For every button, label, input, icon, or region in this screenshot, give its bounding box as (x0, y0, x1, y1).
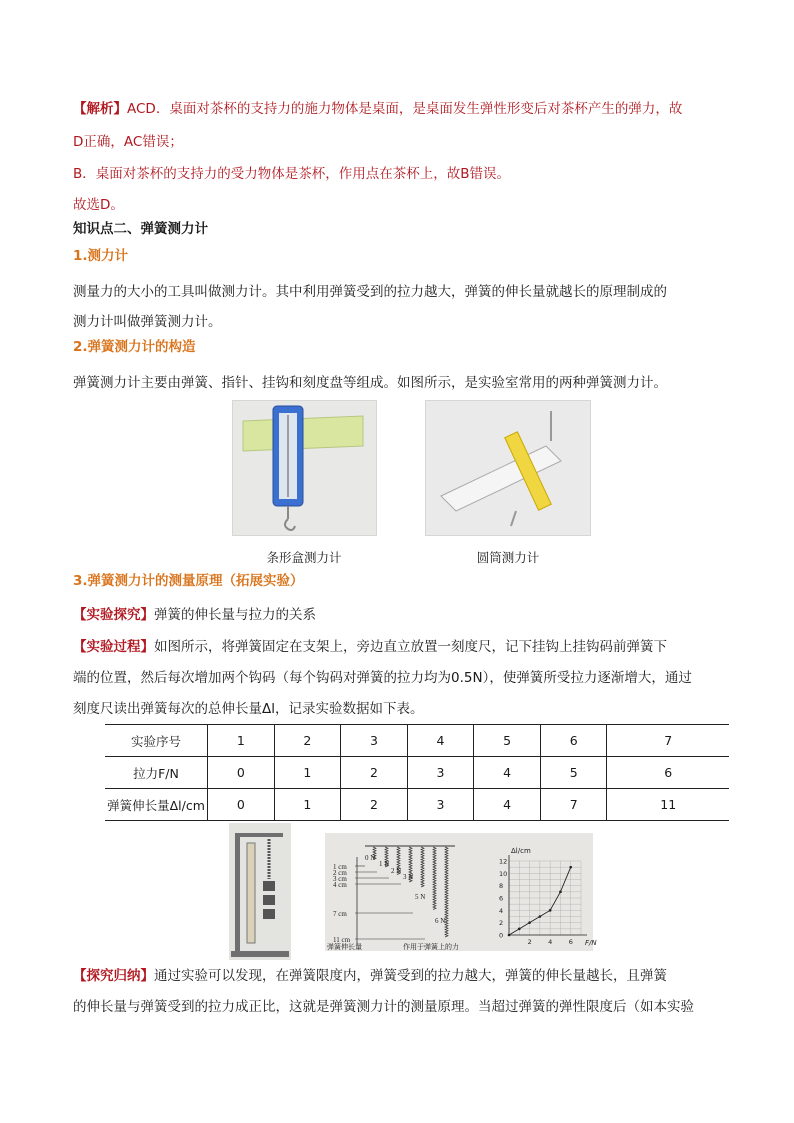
process-line-3: 刻度尺读出弹簧每次的总伸长量Δl，记录实验数据如下表。 (73, 701, 424, 717)
sub2-title: 2.弹簧测力计的构造 (73, 339, 196, 355)
conclusion-line-1 (73, 965, 723, 987)
table-cell: 6 (540, 725, 607, 757)
graph-x-tick: 6 (568, 938, 573, 946)
graph-y-tick: 4 (499, 906, 504, 915)
apparatus-photo (229, 823, 291, 960)
extension-label: 7 cm (333, 910, 347, 918)
table-row (105, 789, 729, 821)
table-row-header: 实验序号 (105, 725, 208, 757)
table-row (105, 725, 729, 757)
table-cell: 1 (274, 789, 341, 821)
table-cell: 4 (474, 789, 541, 821)
analysis-tag: 【解析】 (73, 101, 127, 117)
graph-point (569, 866, 572, 869)
graph-point (549, 909, 552, 912)
process-line-1 (73, 636, 723, 658)
extension-label: 1 cm (333, 863, 347, 871)
graph-point (539, 915, 542, 918)
force-label: 5 N (415, 893, 426, 901)
force-label: 3 N (403, 873, 414, 881)
graph-x-label: F/N (585, 939, 597, 947)
data-table (105, 724, 729, 821)
caption-left: 条形盒测力计 (266, 550, 342, 565)
analysis-paragraph (73, 98, 723, 120)
extension-label: 11 cm (333, 936, 351, 944)
explore-text: 弹簧的伸长量与拉力的关系 (154, 607, 316, 623)
table-cell: 7 (607, 725, 729, 757)
conclusion-line-2: 的伸长量与弹簧受到的拉力成正比，这就是弹簧测力计的测量原理。当超过弹簧的弹性限度后（如本实验 (73, 999, 694, 1015)
tube-spring-scale-photo (425, 400, 591, 536)
section-title: 知识点二、弹簧测力计 (73, 221, 208, 237)
extension-label: 2 cm (333, 869, 347, 877)
extension-label: 3 cm (333, 875, 347, 883)
table-cell: 6 (607, 757, 729, 789)
table-cell: 2 (341, 757, 408, 789)
spring-coil (433, 847, 436, 910)
analysis-line-4: 故选D。 (73, 197, 124, 213)
analysis-line-2: D正确，AC错误； (73, 134, 183, 150)
table-cell: 0 (208, 789, 275, 821)
table-cell: 5 (474, 725, 541, 757)
explore-line (73, 604, 723, 626)
process-text-1: 如图所示，将弹簧固定在支架上，旁边直立放置一刻度尺，记下挂钩上挂钩码前弹簧下 (154, 639, 667, 655)
sub1-line-2: 测力计叫做弹簧测力计。 (73, 314, 222, 330)
force-label: 1 N (379, 860, 390, 868)
spring-coil (421, 847, 424, 887)
conclusion-text-1: 通过实验可以发现，在弹簧限度内，弹簧受到的拉力越大，弹簧的伸长量越长，且弹簧 (154, 968, 667, 984)
force-label: 6 N (435, 917, 446, 925)
graph-y-tick: 2 (499, 919, 504, 928)
caption-force: 作用于弹簧上的力 (403, 943, 459, 951)
sub2-line-1: 弹簧测力计主要由弹簧、指针、挂钩和刻度盘等组成。如图所示，是实验室常用的两种弹簧测力计。 (73, 375, 667, 391)
spring-coil (445, 847, 448, 937)
graph-y-tick: 12 (499, 857, 508, 866)
sub1-title: 1.测力计 (73, 248, 129, 264)
spring-extension-diagram (325, 833, 597, 951)
analysis-line-1: ACD．桌面对茶杯的支持力的施力物体是桌面，是桌面发生弹性形变后对茶杯产生的弹力，故 (127, 101, 683, 117)
conclusion-tag: 【探究归纳】 (73, 968, 154, 984)
process-tag: 【实验过程】 (73, 639, 154, 655)
force-label: 2 N (391, 867, 402, 875)
graph-y-tick: 8 (499, 882, 504, 891)
table-cell: 3 (407, 789, 474, 821)
graph-y-tick: 6 (499, 894, 504, 903)
table-cell: 0 (208, 757, 275, 789)
table-cell: 2 (274, 725, 341, 757)
table-cell: 1 (208, 725, 275, 757)
caption-right: 圆筒测力计 (476, 550, 540, 565)
graph-point (559, 891, 562, 894)
explore-tag: 【实验探究】 (73, 607, 154, 623)
table-row-header: 拉力F/N (105, 757, 208, 789)
extension-label: 4 cm (333, 881, 347, 889)
sub1-line-1: 测量力的大小的工具叫做测力计。其中利用弹簧受到的拉力越大，弹簧的伸长量就越长的原理制成的 (73, 284, 667, 300)
force-label: 0 N (365, 854, 376, 862)
table-cell: 4 (407, 725, 474, 757)
table-row-header: 弹簧伸长量Δl/cm (105, 789, 208, 821)
table-cell: 4 (474, 757, 541, 789)
graph-y-tick: 0 (499, 931, 504, 940)
process-line-2: 端的位置，然后每次增加两个钩码（每个钩码对弹簧的拉力均为0.5N），使弹簧所受拉力逐渐增大，通过 (73, 670, 692, 686)
graph-point (528, 921, 531, 924)
table-cell: 5 (540, 757, 607, 789)
graph-point (508, 934, 511, 937)
analysis-line-3: B．桌面对茶杯的支持力的受力物体是茶杯，作用点在茶杯上，故B错误。 (73, 166, 511, 182)
table-cell: 3 (341, 725, 408, 757)
table-cell: 3 (407, 757, 474, 789)
table-cell: 2 (341, 789, 408, 821)
graph-x-tick: 2 (527, 938, 532, 946)
table-cell: 11 (607, 789, 729, 821)
table-cell: 7 (540, 789, 607, 821)
table-cell: 1 (274, 757, 341, 789)
graph-y-tick: 10 (499, 869, 508, 878)
graph-x-tick: 4 (548, 938, 553, 946)
sub3-title: 3.弹簧测力计的测量原理（拓展实验） (73, 573, 304, 589)
caption-extension: 弹簧伸长量 (327, 943, 362, 951)
graph-y-label: Δl/cm (511, 847, 531, 855)
graph-point (518, 928, 521, 931)
bar-spring-scale-photo (232, 400, 377, 536)
table-row (105, 757, 729, 789)
